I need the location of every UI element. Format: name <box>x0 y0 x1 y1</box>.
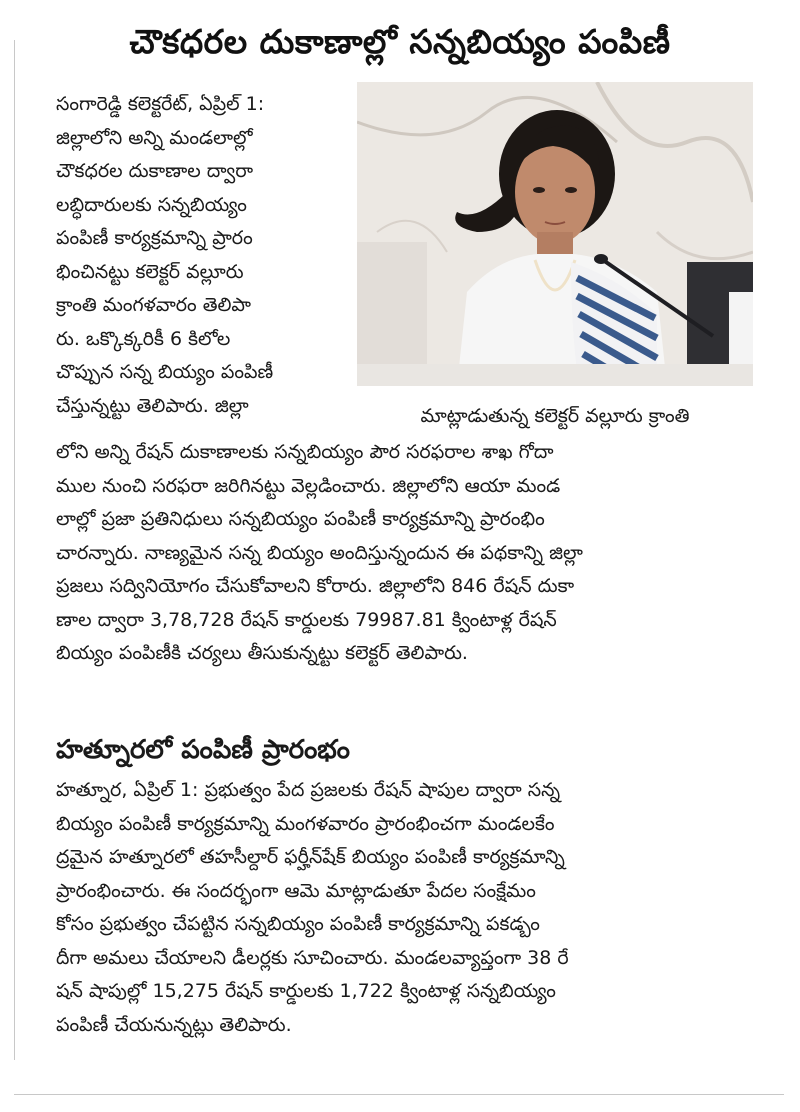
column-rule-left <box>14 40 15 1060</box>
lead-paragraph-continued: లోని అన్ని రేషన్ దుకాణాలకు సన్నబియ్యం పౌర సరఫరాల శాఖ గోదా ముల నుంచి సరఫరా జరిగినట్టు వెల్లడించారు. జిల్లాలోని ఆయా మండ లాల్లో ప్రజా ప్రతినిధులు సన్నబియ్యం పంపిణీ కార్యక్రమాన్ని ప్రారంభిం చారన్నారు. నాణ్యమైన సన్న బియ్యం అందిస్తున్నందున ఈ పథకాన్ని జిల్లా ప్రజలు సద్వినియోగం చేసుకోవాలని కోరారు. జిల్లాలోని 846 రేషన్ దుకా ణాల ద్వారా 3,78,728 రేషన్ కార్డులకు 79987.81 క్వింటాళ్ల రేషన్ బియ్యం పంపిణీకి చర్యలు తీసుకున్నట్టు కలెక్టర్ తెలిపారు. <box>56 441 583 664</box>
second-story-paragraph: హత్నూర, ఏప్రిల్ 1: ప్రభుత్వం పేద ప్రజలకు రేషన్ షాపుల ద్వారా సన్న బియ్యం పంపిణీ కార్యక్రమాన్ని మంగళవారం ప్రారంభించగా మండలకేం ద్రమైన హత్నూరలో తహసీల్దార్ ఫర్హీన్‌షేక్ బియ్యం పంపిణీ కార్యక్రమాన్ని ప్రారంభించారు. ఈ సందర్భంగా ఆమె మాట్లాడుతూ పేదల సంక్షేమం కోసం ప్రభుత్వం చేపట్టిన సన్నబియ్యం పంపిణీ కార్యక్రమాన్ని పకడ్బం దీగా అమలు చేయాలని డీలర్లకు సూచించారు. మండలవ్యాప్తంగా 38 రే షన్ షాపుల్లో 15,275 రేషన్ కార్డులకు 1,722 క్వింటాళ్ల సన్నబియ్యం పంపిణీ చేయనున్నట్లు తెలిపారు. <box>56 779 569 1036</box>
photo-caption: మాట్లాడుతున్న కలెక్టర్ వల్లూరు క్రాంతి <box>420 405 690 427</box>
subheading: హత్నూరలో పంపిణీ ప్రారంభం <box>56 735 350 765</box>
lead-paragraph: సంగారెడ్డి కలెక్టరేట్, ఏప్రిల్ 1: జిల్లాలోని అన్ని మండలాల్లో చౌకధరల దుకాణాల ద్వారా లబ్ధిదారులకు సన్నబియ్యం పంపిణీ కార్యక్రమాన్ని ప్రారం భించినట్టు కలెక్టర్ వల్లూరు క్రాంతి మంగళవారం తెలిపా రు. ఒక్కొక్కరికీ 6 కిలోల చొప్పున సన్న బియ్యం పంపిణీ చేస్తున్నట్టు తెలిపారు. జిల్లా <box>56 93 274 417</box>
bottom-rule <box>14 1094 784 1095</box>
collector-photo <box>357 82 753 386</box>
headline: చౌకధరల దుకాణాల్లో సన్నబియ్యం పంపిణీ <box>129 22 671 61</box>
